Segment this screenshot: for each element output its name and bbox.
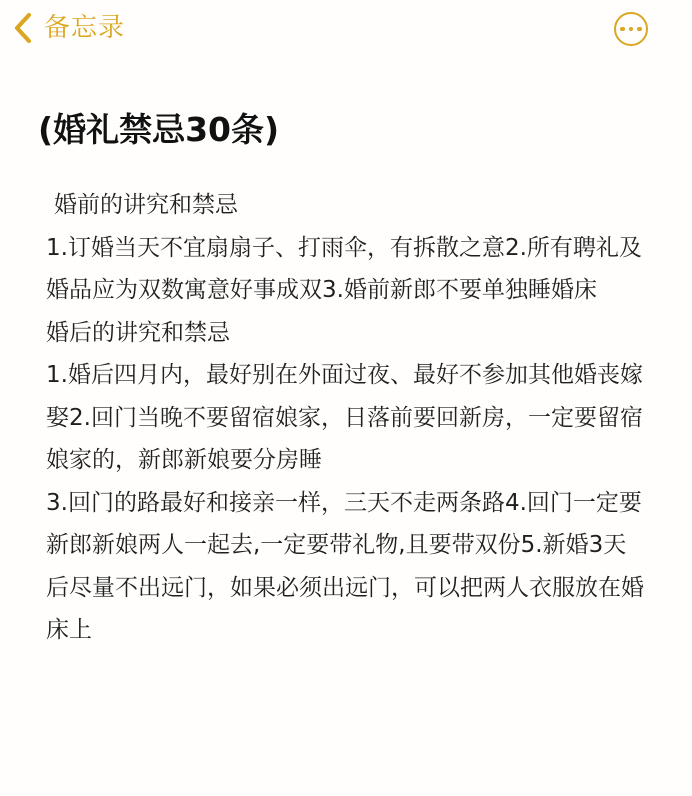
navigation-bar <box>0 0 692 58</box>
back-button[interactable] <box>10 8 125 48</box>
note-body[interactable] <box>46 184 646 652</box>
note-paragraph: 1.婚后四月内，最好别在外面过夜、最好不参加其他婚丧嫁娶2.回门当晚不要留宿娘家，日落前要回新房，一定要留宿娘家的，新郎新娘要分房睡 <box>46 362 643 473</box>
back-label: 备忘录 <box>44 13 126 43</box>
more-options-button[interactable] <box>614 12 648 46</box>
section-heading-after-wedding: 婚后的讲究和禁忌 <box>46 319 230 346</box>
note-title: (婚礼禁忌30条) <box>38 110 280 149</box>
section-heading-before-wedding: 婚前的讲究和禁忌 <box>54 192 238 218</box>
chevron-left-icon <box>10 11 36 45</box>
note-paragraph: 1.订婚当天不宜扇扇子、打雨伞，有拆散之意2.所有聘礼及婚品应为双数寓意好事成双3.婚前新郎不要单独睡婚床 <box>46 234 642 303</box>
note-paragraph: 3.回门的路最好和接亲一样，三天不走两条路4.回门一定要新郎新娘两人一起去,一定要带礼物,且要带双份5.新婚3天后尽量不出远门，如果必须出远门，可以把两人衣服放在婚床上 <box>46 489 644 643</box>
ellipsis-dot <box>637 27 642 32</box>
ellipsis-dot <box>629 27 634 32</box>
ellipsis-circle-icon <box>620 27 625 32</box>
